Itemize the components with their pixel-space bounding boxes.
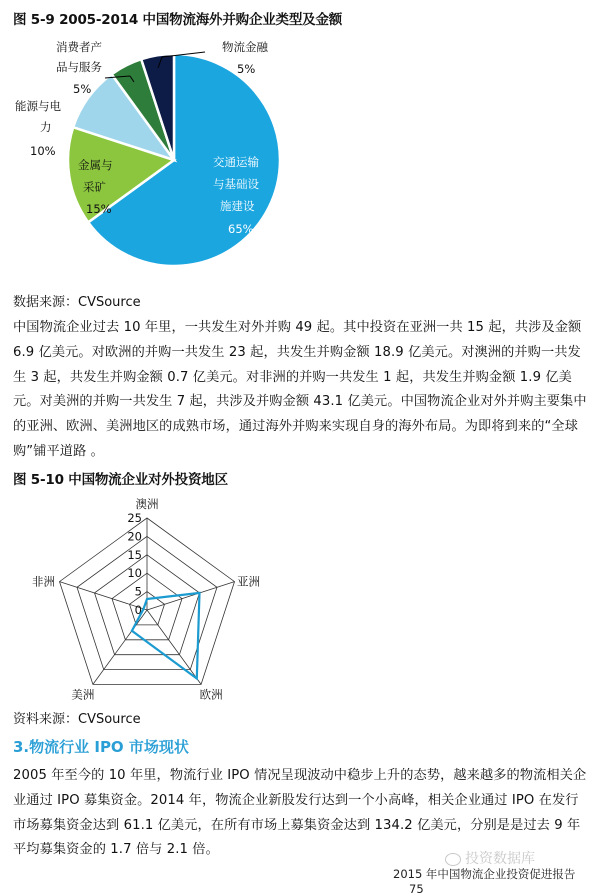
figure-title: 图 5-10 中国物流企业对外投资地区 bbox=[13, 472, 228, 488]
pie-label-consumer-1: 消费者产 bbox=[56, 40, 102, 54]
page-number: 75 bbox=[409, 882, 424, 896]
pie-label-energy-2: 力 bbox=[40, 120, 52, 134]
pie-label-consumer-2: 品与服务 bbox=[56, 60, 102, 74]
pie-label-logistics-finance: 物流金融 bbox=[222, 40, 268, 54]
radar-tick-label: 0 bbox=[134, 603, 142, 617]
report-title: 2015 年中国物流企业投资促进报告 bbox=[393, 867, 576, 881]
radar-tick-label: 25 bbox=[127, 511, 142, 525]
figure-title: 图 5-9 2005-2014 中国物流海外并购企业类型及金额 bbox=[13, 12, 343, 28]
pie-pct-consumer: 5% bbox=[73, 82, 92, 96]
pie-pct-logistics-finance: 5% bbox=[237, 62, 256, 76]
pie-label-energy-1: 能源与电 bbox=[15, 99, 61, 113]
radar-axis-label: 美洲 bbox=[71, 687, 95, 702]
pie-pct-transport: 65% bbox=[228, 222, 254, 236]
radar-axis-label: 非洲 bbox=[32, 574, 55, 589]
footer bbox=[393, 866, 600, 896]
paragraph: 中国物流企业过去 10 年里，一共发生对外并购 49 起。其中投资在亚洲一共 15 起，共涉及金额 6.9 亿美元。对欧洲的并购一共发生 23 起，共发生并购金额 18.9 亿美元。对澳洲的并购一共发生 3 起，共发生并购金额 0.7 亿美元。对非洲的并购一共发生 1 起，共发生并购金额 1.9 亿美元。对美洲的并购一共发生 7 起，共涉及并购金额 43.1 亿美元。中国物流企业对外并购主要集中的亚洲、欧洲、美洲地区的成熟市场，通过海外并购来实现自身的海外布局。为即将到来的“全球购”铺平道路 。 bbox=[13, 320, 587, 459]
pie-label-transport-3: 施建设 bbox=[220, 199, 255, 213]
pie-label-metal-2: 采矿 bbox=[83, 180, 106, 194]
watermark: 投资数据库 bbox=[445, 848, 535, 868]
wechat-icon bbox=[445, 853, 461, 866]
radar-axis-label: 澳洲 bbox=[135, 497, 159, 511]
pie-chart bbox=[0, 28, 600, 290]
radar-axis-label: 亚洲 bbox=[237, 574, 260, 589]
radar-axis-label: 欧洲 bbox=[199, 687, 223, 702]
radar-spoke bbox=[147, 582, 235, 610]
paragraph: 2005 年至今的 10 年里，物流行业 IPO 情况呈现波动中稳步上升的态势，越来越多的物流相关企业通过 IPO 募集资金。2014 年，物流企业新股发行达到一个小高峰，相关企业通过 IPO 在发行市场募集资金达到 61.1 亿美元，在所有市场上募集资金达到 134.2 亿美元，分别是是过去 9 年平均募集资金的 1.7 倍与 2.1 倍。 bbox=[13, 768, 587, 858]
radar-spoke bbox=[93, 610, 147, 684]
pie-label-transport-2: 与基础设 bbox=[213, 177, 259, 191]
section-heading: 3.物流行业 IPO 市场现状 bbox=[13, 738, 189, 756]
radar-tick-label: 15 bbox=[127, 547, 142, 562]
pie-label-metal-1: 金属与 bbox=[78, 158, 113, 172]
figure-source: 数据来源：CVSource bbox=[13, 295, 141, 310]
radar-tick-label: 10 bbox=[127, 566, 142, 581]
radar-tick-label: 5 bbox=[134, 584, 142, 599]
pie-label-transport-1: 交通运输 bbox=[213, 155, 259, 169]
radar-tick-label: 20 bbox=[127, 529, 142, 544]
radar-chart bbox=[0, 490, 300, 705]
pie-pct-energy: 10% bbox=[30, 144, 56, 158]
pie-pct-metal: 15% bbox=[86, 202, 112, 216]
figure-source: 资料来源：CVSource bbox=[13, 712, 141, 727]
